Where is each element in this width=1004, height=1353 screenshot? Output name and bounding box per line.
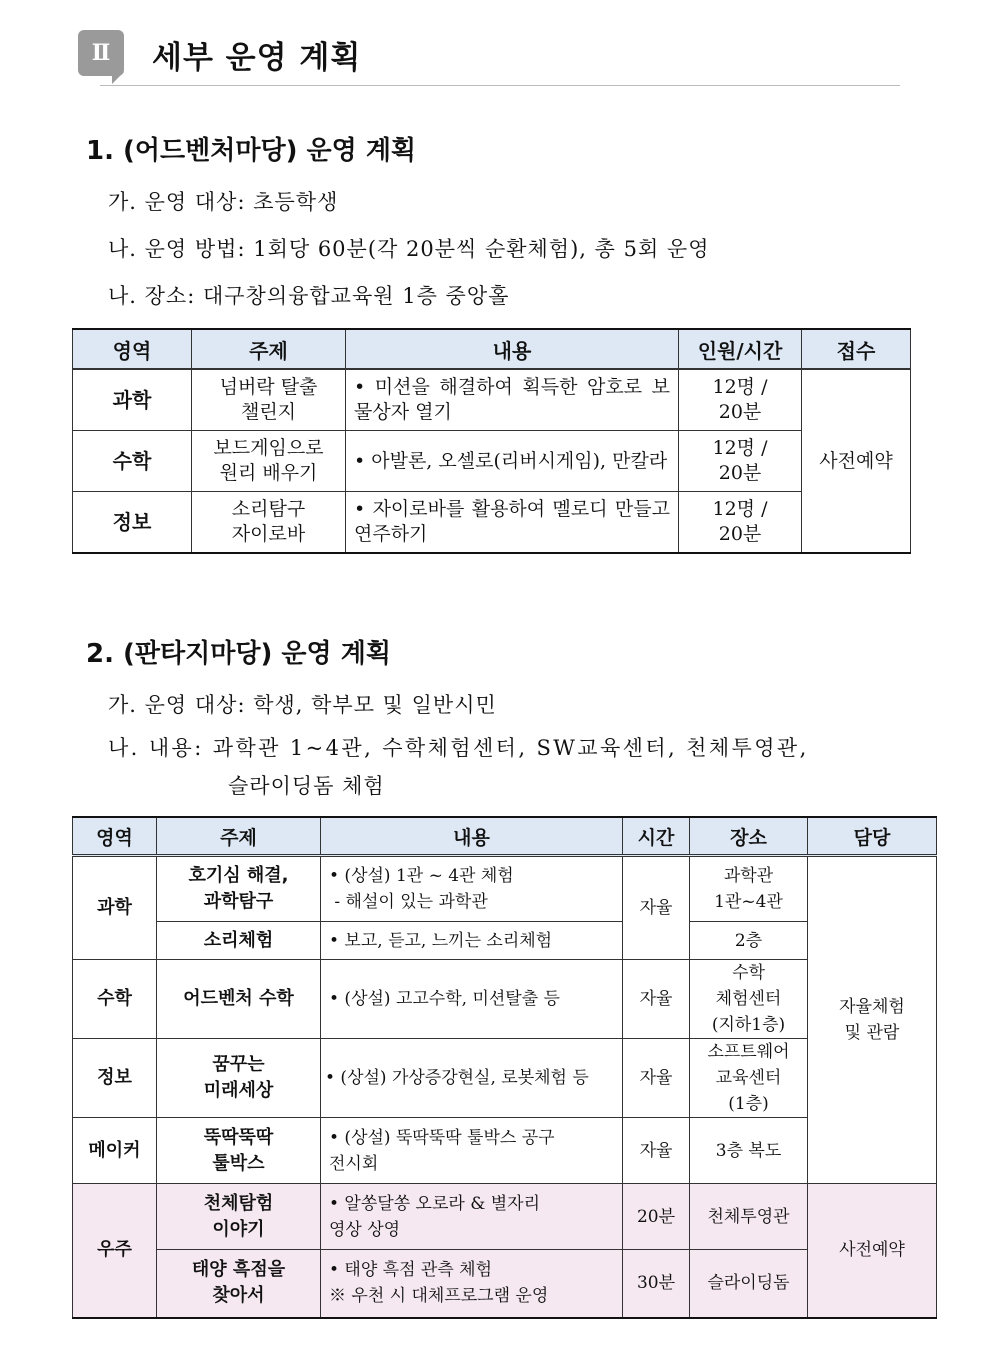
- header-content: 내용: [321, 817, 623, 856]
- section1-title: 1. (어드벤처마당) 운영 계획: [86, 136, 417, 166]
- header-area: 영역: [73, 817, 157, 856]
- section2-item-content: 나. 내용: 과학관 1~4관, 수학체험센터, SW교육센터, 천체투영관,: [108, 736, 809, 760]
- row-area: 과학: [73, 856, 157, 960]
- row-time: 12명 / 20분: [679, 492, 802, 554]
- row-area: 수학: [73, 960, 157, 1039]
- header-divider: [100, 85, 900, 86]
- section2-item-content-cont: 슬라이딩돔 체험: [228, 774, 385, 798]
- row-time: 12명 / 20분: [679, 431, 802, 492]
- row-content: • (상설) 고고수학, 미션탈출 등: [321, 960, 623, 1039]
- row-area: 수학: [73, 431, 192, 492]
- row-time: 12명 / 20분: [679, 369, 802, 431]
- row-time: 30분: [623, 1250, 690, 1318]
- reception-cell: 사전예약: [802, 369, 911, 553]
- row-topic: 어드벤처 수학: [157, 960, 321, 1039]
- header-time: 시간: [623, 817, 690, 856]
- row-topic: 소리체험: [157, 922, 321, 960]
- row-place: 천체투영관: [690, 1184, 808, 1250]
- row-content: • 미션을 해결하여 획득한 암호로 보물상자 열기: [346, 369, 679, 431]
- row-topic: 천체탐험 이야기: [157, 1184, 321, 1250]
- header-area: 영역: [73, 329, 192, 369]
- section2-item-target: 가. 운영 대상: 학생, 학부모 및 일반시민: [108, 693, 497, 717]
- row-topic: 꿈꾸는 미래세상: [157, 1039, 321, 1118]
- fantasy-table: [72, 816, 937, 1319]
- table-header-row: [73, 329, 911, 369]
- table-row: [73, 492, 911, 554]
- badge-tail-icon: [112, 72, 124, 84]
- manager-cell: 사전예약: [808, 1184, 937, 1318]
- table-row: [73, 431, 911, 492]
- row-topic: 소리탐구 자이로바: [192, 492, 346, 554]
- row-content: • 자이로바를 활용하여 멜로디 만들고 연주하기: [346, 492, 679, 554]
- row-topic: 넘버락 탈출 챌린지: [192, 369, 346, 431]
- row-content: • (상설) 가상증강현실, 로봇체험 등: [321, 1039, 623, 1118]
- header-manager: 담당: [808, 817, 937, 856]
- row-time: 20분: [623, 1184, 690, 1250]
- row-time: 자율: [623, 1039, 690, 1118]
- row-content: • 알쏭달쏭 오로라 & 별자리 영상 상영: [321, 1184, 623, 1250]
- row-time: 자율: [623, 960, 690, 1039]
- table-row: [73, 856, 937, 922]
- row-content: • (상설) 1관 ~ 4관 체험 - 해설이 있는 과학관: [321, 856, 623, 922]
- table-row: [73, 369, 911, 431]
- row-time: 자율: [623, 1118, 690, 1184]
- row-area: 정보: [73, 1039, 157, 1118]
- table-row: [73, 922, 937, 960]
- table-row: [73, 1250, 937, 1318]
- row-place: 과학관 1관~4관: [690, 856, 808, 922]
- section-header: [78, 26, 900, 88]
- row-area: 우주: [73, 1184, 157, 1318]
- row-place: 슬라이딩돔: [690, 1250, 808, 1318]
- row-area: 메이커: [73, 1118, 157, 1184]
- header-time: 인원/시간: [679, 329, 802, 369]
- manager-cell: 자율체험 및 관람: [808, 856, 937, 1184]
- row-topic: 호기심 해결, 과학탐구: [157, 856, 321, 922]
- row-place: 2층: [690, 922, 808, 960]
- row-content: • 아발론, 오셀로(리버시게임), 만칼라: [346, 431, 679, 492]
- section1-item-place: 나. 장소: 대구창의융합교육원 1층 중앙홀: [108, 284, 510, 308]
- roman-numeral-badge: Ⅱ: [78, 30, 124, 76]
- row-place: 수학 체험센터 (지하1층): [690, 960, 808, 1039]
- row-topic: 보드게임으로 원리 배우기: [192, 431, 346, 492]
- section2-title: 2. (판타지마당) 운영 계획: [86, 639, 391, 669]
- row-content: • 보고, 듣고, 느끼는 소리체험: [321, 922, 623, 960]
- table-row: [73, 1118, 937, 1184]
- header-place: 장소: [690, 817, 808, 856]
- row-topic: 태양 흑점을 찾아서: [157, 1250, 321, 1318]
- header-reception: 접수: [802, 329, 911, 369]
- section1-item-target: 가. 운영 대상: 초등학생: [108, 190, 339, 214]
- row-place: 소프트웨어 교육센터 (1층): [690, 1039, 808, 1118]
- row-content: • 태양 흑점 관측 체험 ※ 우천 시 대체프로그램 운영: [321, 1250, 623, 1318]
- header-topic: 주제: [157, 817, 321, 856]
- row-area: 과학: [73, 369, 192, 431]
- row-place: 3층 복도: [690, 1118, 808, 1184]
- table-header-row: [73, 817, 937, 856]
- header-topic: 주제: [192, 329, 346, 369]
- row-area: 정보: [73, 492, 192, 554]
- row-topic: 뚝딱뚝딱 툴박스: [157, 1118, 321, 1184]
- row-time: 자율: [623, 856, 690, 960]
- adventure-table: [72, 328, 911, 554]
- table-row: [73, 960, 937, 1039]
- header-content: 내용: [346, 329, 679, 369]
- page-title: 세부 운영 계획: [152, 40, 362, 76]
- table-row: [73, 1039, 937, 1118]
- row-content: • (상설) 뚝딱뚝딱 툴박스 공구 전시회: [321, 1118, 623, 1184]
- section1-item-method: 나. 운영 방법: 1회당 60분(각 20분씩 순환체험), 총 5회 운영: [108, 237, 710, 261]
- table-row: [73, 1184, 937, 1250]
